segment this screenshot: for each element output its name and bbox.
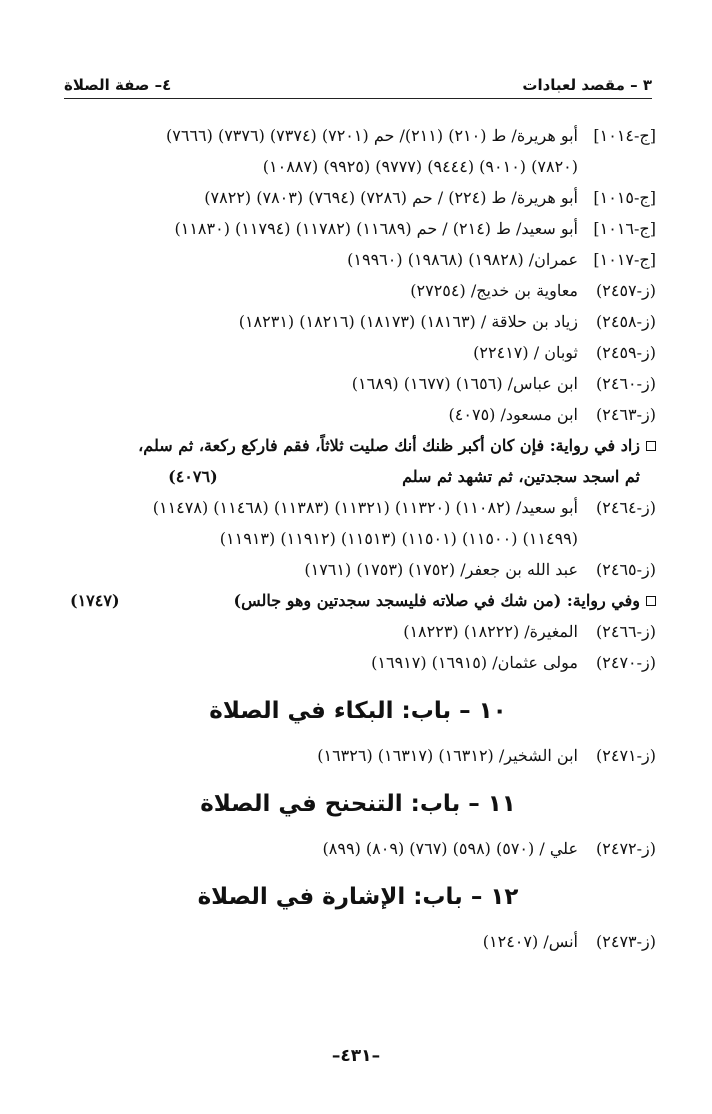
- reference-entry: [60, 213, 656, 244]
- narration-note: [60, 585, 656, 616]
- entry-id: [ج-١٠١٤]: [593, 126, 656, 145]
- entry-id: [ج-١٠١٥]: [593, 188, 656, 207]
- reference-entry: [60, 120, 656, 151]
- reference-entry-continuation: (١١٤٩٩) (١١٥٠٠) (١١٥٠١) (١١٥١٣) (١١٩١٢) (١١٩١٣): [219, 529, 578, 548]
- note-line: ثم اسجد سجدتين، ثم تشهد ثم سلم: [402, 467, 640, 486]
- note-line: زاد في رواية: فإن كان أكبر ظنك أنك صليت ثلاثاً، فقم فاركع ركعة، ثم سلم،: [138, 436, 640, 455]
- page-number: –٤٣١–: [331, 1046, 381, 1066]
- header-book-title: ٣ – مقصد لعبادات: [522, 76, 652, 94]
- entry-id: (ز-٢٤٦٣): [596, 405, 656, 424]
- reference-entry: [60, 399, 656, 430]
- entry-id: (ز-٢٤٦٦): [596, 622, 656, 641]
- reference-entry: [60, 616, 656, 647]
- narration-note: [60, 430, 656, 492]
- entry-text: ثوبان / (٢٢٤١٧): [473, 343, 578, 362]
- reference-entry: [60, 337, 656, 368]
- reference-entry: [60, 740, 656, 771]
- reference-entry: [60, 926, 656, 957]
- entry-text: أبو هريرة/ ط (٢٢٤) / حم (٧٢٨٦) (٧٦٩٤) (٧٨٠٣) (٧٨٢٢): [204, 188, 578, 207]
- reference-entry: [60, 275, 656, 306]
- reference-entry: [60, 492, 656, 523]
- chapter-heading: ١٢ – باب: الإشارة في الصلاة: [197, 884, 519, 910]
- entry-text: أبو سعيد/ (١١٠٨٢) (١١٣٢٠) (١١٣٢١) (١١٣٨٣) (١١٤٦٨) (١١٤٧٨): [152, 498, 578, 517]
- chapter-heading: ١٠ – باب: البكاء في الصلاة: [209, 698, 507, 724]
- reference-entry: [60, 244, 656, 275]
- entry-text: عبد الله بن جعفر/ (١٧٥٢) (١٧٥٣) (١٧٦١): [304, 560, 578, 579]
- reference-entry: [60, 306, 656, 337]
- entry-text: ابن مسعود/ (٤٠٧٥): [448, 405, 578, 424]
- reference-entry: [60, 833, 656, 864]
- entry-text: المغيرة/ (١٨٢٢٢) (١٨٢٢٣): [403, 622, 578, 641]
- reference-entry: [60, 368, 656, 399]
- entry-text: زياد بن حلاقة / (١٨١٦٣) (١٨١٧٣) (١٨٢١٦) (١٨٢٣١): [238, 312, 578, 331]
- entry-id: (ز-٢٤٧٣): [596, 932, 656, 951]
- entry-id: (ز-٢٤٦٤): [596, 498, 656, 517]
- entry-text: عمران/ (١٩٨٢٨) (١٩٨٦٨) (١٩٩٦٠): [347, 250, 578, 269]
- entry-text: ابن عباس/ (١٦٥٦) (١٦٧٧) (١٦٨٩): [351, 374, 578, 393]
- entry-text: أبو هريرة/ ط (٢١٠) (٢١١)/ حم (٧٢٠١) (٧٣٧٤) (٧٣٧٦) (٧٦٦٦): [166, 126, 578, 145]
- entry-text: ابن الشخير/ (١٦٣١٢) (١٦٣١٧) (١٦٣٢٦): [317, 746, 578, 765]
- reference-entry: [60, 647, 656, 678]
- entry-id: [ج-١٠١٧]: [593, 250, 656, 269]
- entry-id: (ز-٢٤٥٨): [596, 312, 656, 331]
- entry-text: معاوية بن خديج/ (٢٧٢٥٤): [410, 281, 578, 300]
- entry-text: أنس/ (١٢٤٠٧): [482, 932, 578, 951]
- square-bullet-icon: [646, 441, 656, 451]
- entry-id: (ز-٢٤٥٧): [596, 281, 656, 300]
- entry-text: مولى عثمان/ (١٦٩١٥) (١٦٩١٧): [371, 653, 578, 672]
- square-bullet-icon: [646, 596, 656, 606]
- reference-entry: [60, 554, 656, 585]
- reference-entry: [60, 182, 656, 213]
- entry-id: (ز-٢٤٧٢): [596, 839, 656, 858]
- entry-id: (ز-٢٤٥٩): [596, 343, 656, 362]
- entry-id: (ز-٢٤٦٠): [596, 374, 656, 393]
- chapter-heading: ١١ – باب: التنحنح في الصلاة: [200, 791, 516, 817]
- entry-id: [ج-١٠١٦]: [593, 219, 656, 238]
- entry-text: علي / (٥٧٠) (٥٩٨) (٧٦٧) (٨٠٩) (٨٩٩): [322, 839, 578, 858]
- note-reference: (٤٠٧٦): [168, 467, 218, 486]
- reference-entry-continuation: (٧٨٢٠) (٩٠١٠) (٩٤٤٤) (٩٧٧٧) (٩٩٢٥) (١٠٨٨٧): [262, 157, 578, 176]
- running-header: [64, 72, 652, 99]
- entry-id: (ز-٢٤٧٠): [596, 653, 656, 672]
- entry-text: أبو سعيد/ ط (٢١٤) / حم (١١٦٨٩) (١١٧٨٢) (١١٧٩٤) (١١٨٣٠): [174, 219, 578, 238]
- entry-id: (ز-٢٤٦٥): [596, 560, 656, 579]
- note-reference: (١٧٤٧): [70, 591, 120, 610]
- entry-id: (ز-٢٤٧١): [596, 746, 656, 765]
- page-body: [60, 120, 656, 957]
- header-section-title: ٤– صفة الصلاة: [64, 76, 172, 94]
- note-line: وفي رواية: (من شك في صلاته فليسجد سجدتين وهو جالس): [233, 591, 640, 610]
